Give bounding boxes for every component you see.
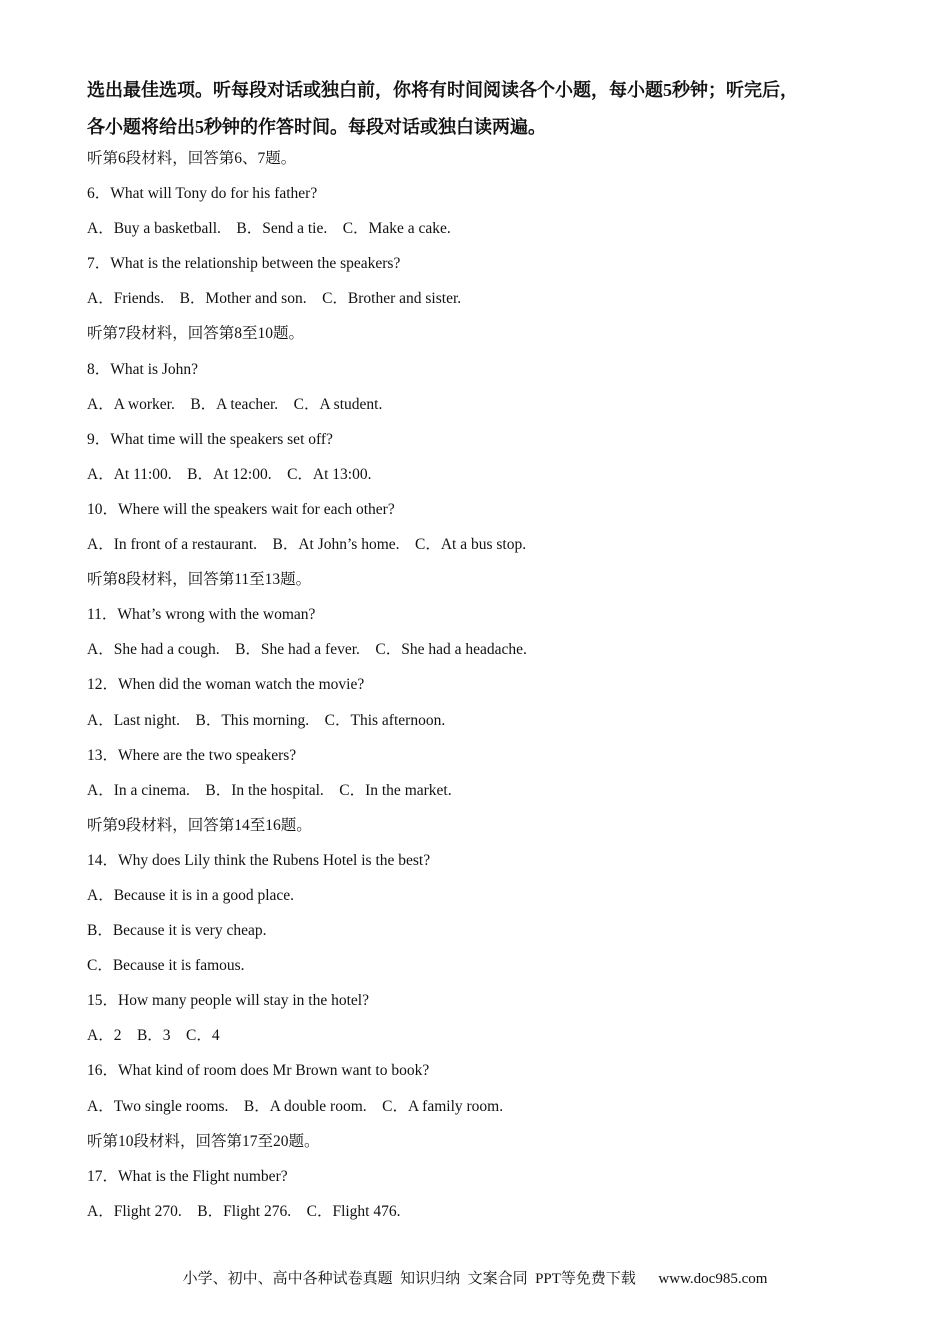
question-list <box>87 146 867 1234</box>
options-15: A．2 B．3 C．4 <box>87 1027 220 1045</box>
options-12: A．Last night. B．This morning. C．This afternoon. <box>87 711 446 729</box>
option-14-a: A．Because it is in a good place. <box>87 886 295 904</box>
question-12: 12．When did the woman watch the movie? <box>87 676 365 694</box>
question-8: 8．What is John? <box>87 360 199 378</box>
question-13: 13．Where are the two speakers? <box>87 746 297 764</box>
question-15: 15．How many people will stay in the hotel? <box>87 992 369 1010</box>
question-11: 11．What’s wrong with the woman? <box>87 606 316 624</box>
question-16: 16．What kind of room does Mr Brown want to book? <box>87 1062 430 1080</box>
question-10: 10．Where will the speakers wait for each other? <box>87 500 395 518</box>
question-9: 9．What time will the speakers set off? <box>87 430 333 448</box>
section-heading-9: 听第9段材料，回答第14至16题。 <box>87 816 312 834</box>
options-16: A．Two single rooms. B．A double room. C．A family room. <box>87 1097 504 1115</box>
question-6: 6．What will Tony do for his father? <box>87 185 318 203</box>
options-7: A．Friends. B．Mother and son. C．Brother and sister. <box>87 290 462 308</box>
options-17: A．Flight 270. B．Flight 276. C．Flight 476. <box>87 1202 401 1220</box>
option-14-c: C．Because it is famous. <box>87 957 245 975</box>
instructions-line-2: 各小题将给出5秒钟的作答时间。每段对话或独白读两遍。 <box>87 117 546 137</box>
options-6: A．Buy a basketball. B．Send a tie. C．Make a cake. <box>87 220 451 238</box>
section-heading-8: 听第8段材料，回答第11至13题。 <box>87 571 312 589</box>
section-heading-10: 听第10段材料，回答第17至20题。 <box>87 1132 320 1150</box>
options-11: A．She had a cough. B．She had a fever. C．She had a headache. <box>87 641 527 659</box>
option-14-b: B．Because it is very cheap. <box>87 922 267 940</box>
options-13: A．In a cinema. B．In the hospital. C．In the market. <box>87 781 452 799</box>
question-7: 7．What is the relationship between the speakers? <box>87 255 401 273</box>
section-heading-6: 听第6段材料，回答第6、7题。 <box>87 150 297 167</box>
options-9: A．At 11:00. B．At 12:00. C．At 13:00. <box>87 465 372 483</box>
section-heading-7: 听第7段材料，回答第8至10题。 <box>87 325 305 343</box>
options-8: A．A worker. B．A teacher. C．A student. <box>87 395 383 413</box>
options-10: A．In front of a restaurant. B．At John’s home. C．At a bus stop. <box>87 536 527 554</box>
section-instructions <box>87 72 877 146</box>
question-14: 14．Why does Lily think the Rubens Hotel is the best? <box>87 851 431 869</box>
instructions-line-1: 选出最佳选项。听每段对话或独白前，你将有时间阅读各个小题，每小题5秒钟；听完后， <box>87 80 798 100</box>
question-17: 17．What is the Flight number? <box>87 1167 288 1185</box>
page-footer: 小学、初中、高中各种试卷真题 知识归纳 文案合同 PPT等免费下载 www.doc985.com <box>182 1271 768 1287</box>
